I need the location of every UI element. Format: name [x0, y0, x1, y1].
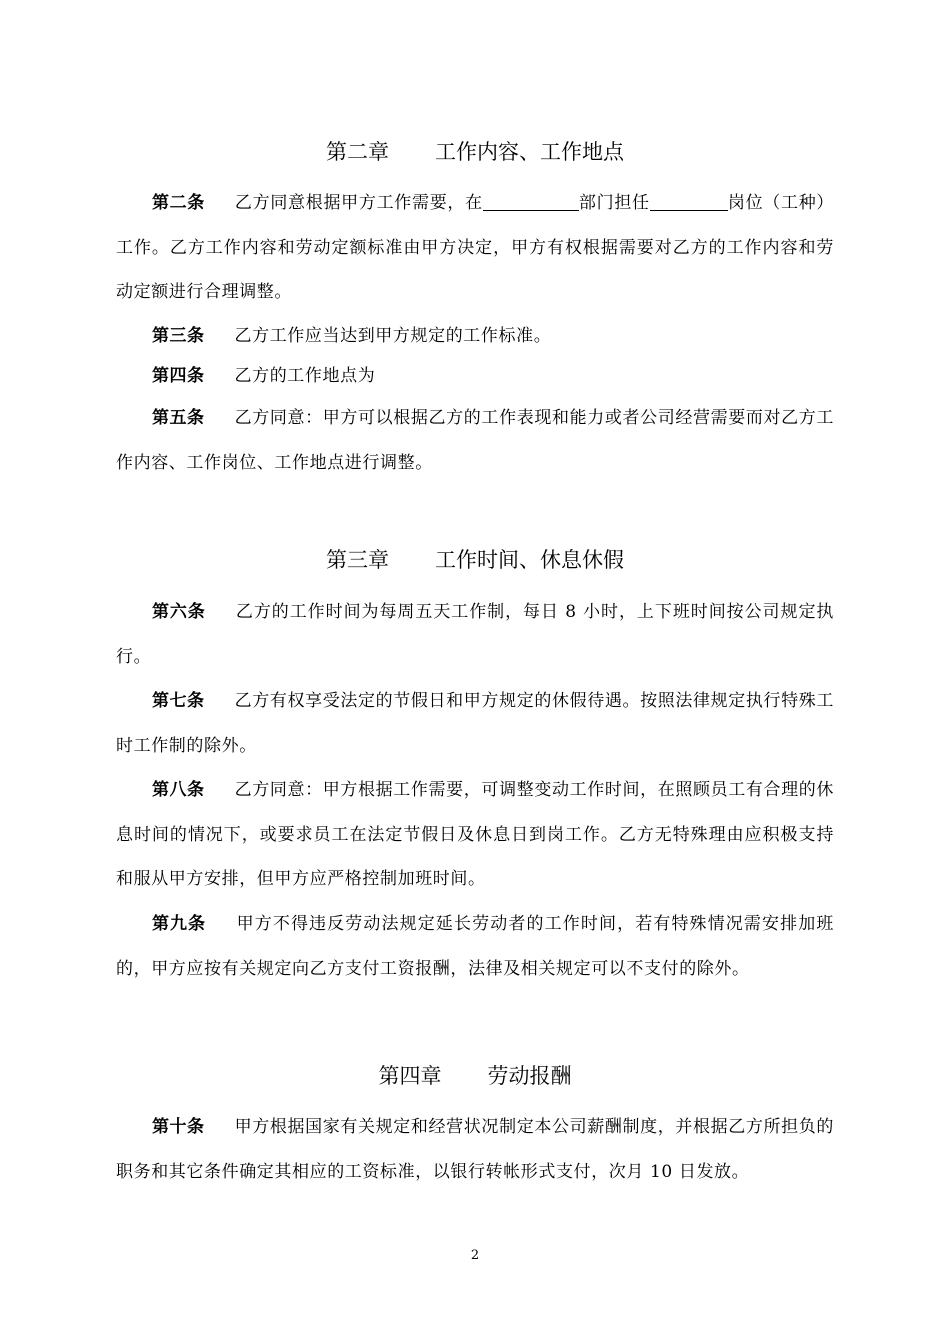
- article-5: [116, 396, 834, 485]
- chapter-title: 工作内容、工作地点: [435, 140, 624, 164]
- chapter-number: 第三章: [326, 548, 389, 572]
- article-text: 甲方根据国家有关规定和经营状况制定本公司薪酬制度，并根据乙方所担负的职务和其它条件确定其相应的工资标准，以银行转帐形式支付，次月 10 日发放。: [116, 1117, 834, 1182]
- article-2: [116, 181, 834, 315]
- article-text: 甲方不得违反劳动法规定延长劳动者的工作时间，若有特殊情况需安排加班的，甲方应按有关规定向乙方支付工资报酬，法律及相关规定可以不支付的除外。: [116, 914, 834, 979]
- article-text: 乙方工作应当达到甲方规定的工作标准。: [234, 326, 552, 346]
- position-blank-field: [650, 192, 728, 211]
- article-7: [116, 679, 834, 768]
- article-label: 第十条: [152, 1117, 205, 1137]
- chapter-number: 第四章: [378, 1064, 442, 1088]
- chapter-number: 第二章: [326, 140, 389, 164]
- article-text: 乙方的工作时间为每周五天工作制，每日 8 小时，上下班时间按公司规定执行。: [116, 602, 834, 667]
- article-label: 第四条: [152, 366, 205, 386]
- article-text: 乙方同意：甲方可以根据乙方的工作表现和能力或者公司经营需要而对乙方工作内容、工作岗位、工作地点进行调整。: [116, 408, 834, 473]
- article-9: [116, 902, 834, 991]
- article-3: [116, 314, 834, 359]
- article-text: 乙方同意：甲方根据工作需要，可调整变动工作时间，在照顾员工有合理的休息时间的情况下，或要求员工在法定节假日及休息日到岗工作。乙方无特殊理由应积极支持和服从甲方安排，但甲方应严格控制加班时间。: [116, 780, 834, 889]
- chapter-4-heading: [0, 1062, 950, 1090]
- chapter-title: 劳动报酬: [487, 1064, 572, 1088]
- article-text: 乙方同意根据甲方工作需要，在: [234, 193, 483, 213]
- article-6: [116, 590, 834, 679]
- article-8: [116, 768, 834, 902]
- article-4: [116, 354, 834, 399]
- article-10: [116, 1105, 834, 1194]
- article-label: 第六条: [152, 602, 206, 622]
- article-label: 第七条: [152, 691, 205, 711]
- article-label: 第二条: [152, 193, 205, 213]
- chapter-3-heading: [0, 546, 950, 574]
- article-label: 第五条: [152, 408, 205, 428]
- article-label: 第八条: [152, 780, 205, 800]
- article-label: 第九条: [152, 914, 207, 934]
- department-blank-field: [483, 192, 579, 211]
- article-label: 第三条: [152, 326, 205, 346]
- article-text: 部门担任: [578, 193, 650, 213]
- page-number: 2: [470, 1248, 480, 1263]
- article-text: 乙方的工作地点为: [234, 366, 376, 386]
- chapter-title: 工作时间、休息休假: [435, 548, 624, 572]
- article-text: 岗位（工种）工作。乙方工作内容和劳动定额标准由甲方决定，甲方有权根据需要对乙方的工作内容和劳动定额进行合理调整。: [116, 193, 835, 302]
- chapter-2-heading: [0, 138, 950, 166]
- article-text: 乙方有权享受法定的节假日和甲方规定的休假待遇。按照法律规定执行特殊工时工作制的除外。: [116, 691, 834, 756]
